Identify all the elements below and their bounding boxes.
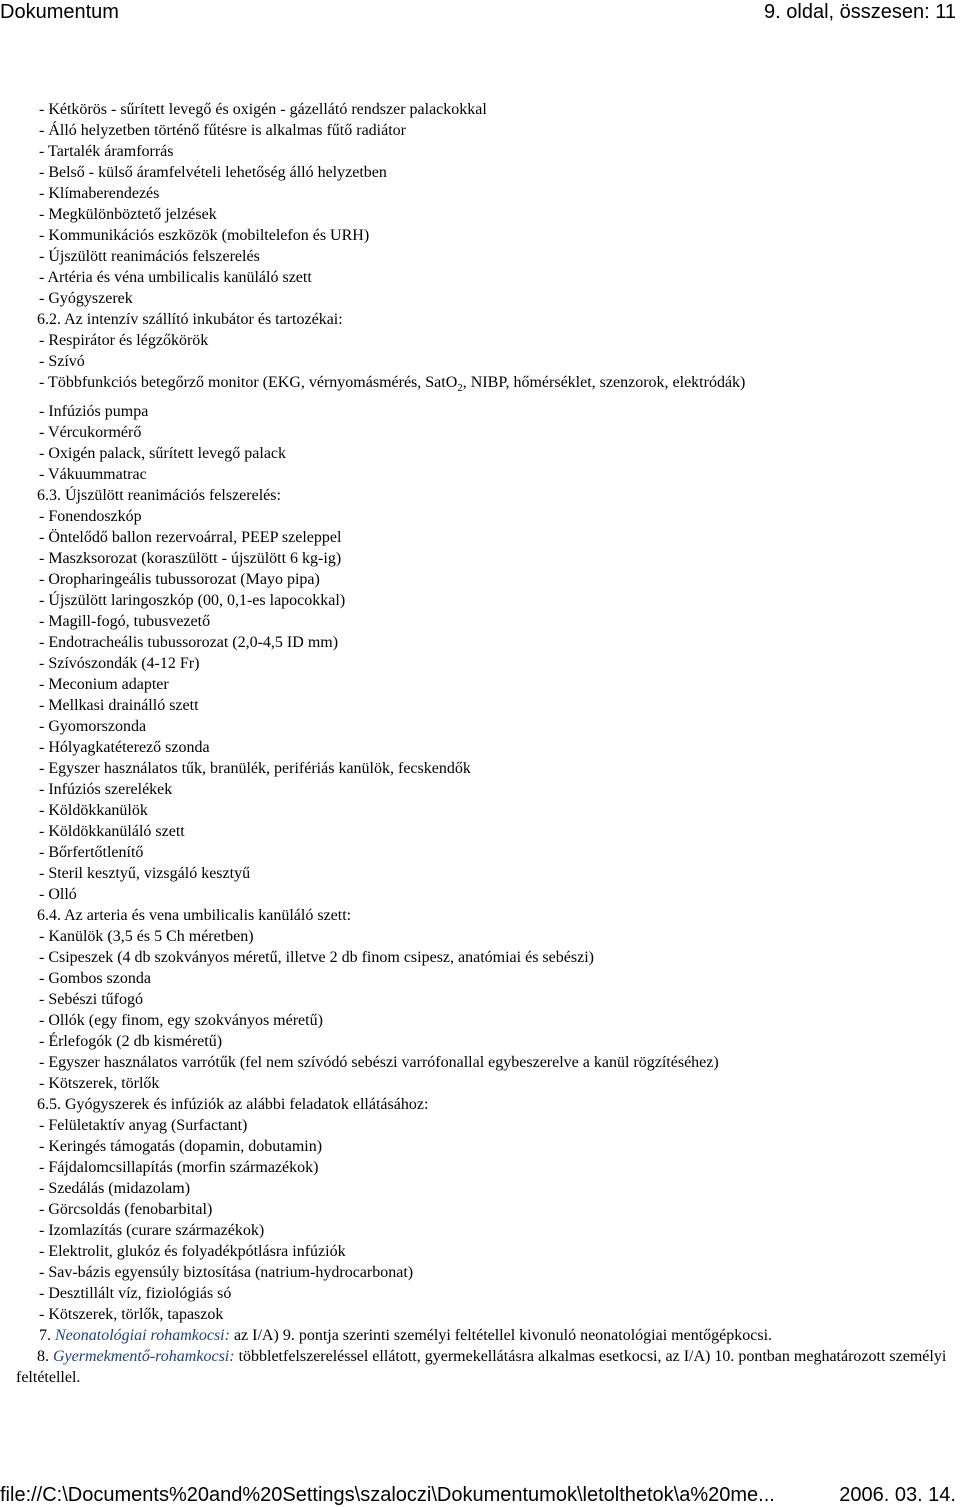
item-7-term: Neonatológiai rohamkocsi: [55,1327,230,1344]
list-item: - Szívó [39,353,85,370]
list-item: - Fájdalomcsillapítás (morfin származékok) [39,1159,319,1176]
section-heading-6-3: 6.3. Újszülött reanimációs felszerelés: [37,487,281,504]
list-item: - Kanülök (3,5 és 5 Ch méretben) [39,928,254,945]
list-item: - Álló helyzetben történő fűtésre is alkalmas fűtő radiátor [39,122,406,139]
item-7-text: az I/A) 9. pontja szerinti személyi feltétellel kivonuló neonatológiai mentőgépkocsi. [229,1327,773,1344]
list-item: - Görcsoldás (fenobarbital) [39,1201,213,1218]
list-item: - Gyógyszerek [39,290,133,307]
list-item: - Vércukormérő [39,424,142,441]
list-item: - Csipeszek (4 db szokványos méretű, illetve 2 db finom csipesz, anatómiai és sebészi) [39,949,594,966]
list-item: - Elektrolit, glukóz és folyadékpótlásra infúziók [39,1243,346,1260]
list-item: - Egyszer használatos tűk, branülék, perifériás kanülök, fecskendők [39,760,471,777]
list-item: - Szívószondák (4-12 Fr) [39,655,200,672]
list-item: - Oropharingeális tubussorozat (Mayo pipa) [39,571,320,588]
list-item: - Újszülött reanimációs felszerelés [39,248,260,265]
list-item: - Sav-bázis egyensúly biztosítása (natrium-hydrocarbonat) [39,1264,414,1281]
item-8-term: Gyermekmentő-rohamkocsi: [53,1348,235,1365]
list-item: - Kommunikációs eszközök (mobiltelefon és URH) [39,227,370,244]
header-document-label: Dokumentum [0,1,119,23]
list-item: - Meconium adapter [39,676,169,693]
list-item: - Ollók (egy finom, egy szokványos méretű) [39,1012,323,1029]
numbered-item-7 [39,1325,954,1346]
equipment-list [39,99,954,309]
medication-list [39,1115,954,1325]
list-item: - Infúziós pumpa [39,403,149,420]
numbered-item-8 [16,1346,954,1388]
item-8-text: többletfelszereléssel ellátott, gyermekellátásra alkalmas esetkocsi, az I/A) 10. pontban meghatározott személyi feltétellel. [16,1348,947,1386]
list-item: - Keringés támogatás (dopamin, dobutamin) [39,1138,323,1155]
list-item: - Infúziós szerelékek [39,781,173,798]
list-item-monitor [39,372,954,401]
list-item: - Artéria és véna umbilicalis kanüláló szett [39,269,312,286]
monitor-text-end: , NIBP, hőmérséklet, szenzorok, elektródák) [462,374,746,391]
footer-date: 2006. 03. 14. [839,1484,956,1506]
reanimation-list [39,506,954,905]
section-heading-6-2: 6.2. Az intenzív szállító inkubátor és tartozékai: [37,311,343,328]
list-item: - Köldökkanüláló szett [39,823,185,840]
list-item: - Kötszerek, törlők [39,1075,160,1092]
list-item: - Fonendoszkóp [39,508,142,525]
list-item: - Klímaberendezés [39,185,160,202]
cannulation-list [39,926,954,1094]
list-item: - Hólyagkatéterező szonda [39,739,210,756]
footer-file-path: file://C:\Documents%20and%20Settings\szaloczi\Dokumentumok\letolthetok\a%20me... [0,1484,775,1506]
list-item: - Oxigén palack, sűrített levegő palack [39,445,287,462]
list-item: - Kötszerek, törlők, tapaszok [39,1306,224,1323]
list-item: - Szedálás (midazolam) [39,1180,191,1197]
incubator-list-top [39,330,954,372]
list-item: - Köldökkanülök [39,802,148,819]
list-item: - Érlefogók (2 db kisméretű) [39,1033,223,1050]
list-item: - Tartalék áramforrás [39,143,174,160]
list-item: - Felületaktív anyag (Surfactant) [39,1117,248,1134]
list-item: - Kétkörös - sűrített levegő és oxigén - gázellátó rendszer palackokkal [39,101,487,118]
monitor-text: - Többfunkciós betegőrző monitor (EKG, vérnyomásmérés, SatO [39,374,458,391]
list-item: - Bőrfertőtlenítő [39,844,144,861]
list-item: - Gyomorszonda [39,718,147,735]
list-item: - Belső - külső áramfelvételi lehetőség álló helyzetben [39,164,387,181]
header-page-indicator: 9. oldal, összesen: 11 [764,1,956,23]
list-item: - Gombos szonda [39,970,151,987]
list-item: - Egyszer használatos varrótűk (fel nem szívódó sebészi varrófonallal egybeszerelve a kanül rögzítéséhez) [39,1054,719,1071]
document-body [16,99,954,1388]
list-item: - Maszksorozat (koraszülött - újszülött 6 kg-ig) [39,550,342,567]
section-heading-6-5: 6.5. Gyógyszerek és infúziók az alábbi feladatok ellátásához: [37,1096,429,1113]
list-item: - Vákuummatrac [39,466,147,483]
list-item: - Izomlazítás (curare származékok) [39,1222,265,1239]
list-item: - Endotracheális tubussorozat (2,0-4,5 ID mm) [39,634,339,651]
incubator-list-bottom [39,401,954,485]
section-heading-6-4: 6.4. Az arteria és vena umbilicalis kanüláló szett: [37,907,352,924]
item-8-number: 8. [37,1348,49,1365]
list-item: - Újszülött laringoszkóp (00, 0,1-es lapocokkal) [39,592,346,609]
list-item: - Steril kesztyű, vizsgáló kesztyű [39,865,251,882]
list-item: - Megkülönböztető jelzések [39,206,217,223]
list-item: - Öntelődő ballon rezervoárral, PEEP szeleppel [39,529,342,546]
monitor-subscript: 2 [457,382,463,395]
list-item: - Respirátor és légzőkörök [39,332,209,349]
list-item: - Mellkasi drainálló szett [39,697,199,714]
list-item: - Magill-fogó, tubusvezető [39,613,211,630]
list-item: - Sebészi tűfogó [39,991,143,1008]
list-item: - Olló [39,886,77,903]
list-item: - Desztillált víz, fiziológiás só [39,1285,232,1302]
item-7-number: 7. [39,1327,51,1344]
